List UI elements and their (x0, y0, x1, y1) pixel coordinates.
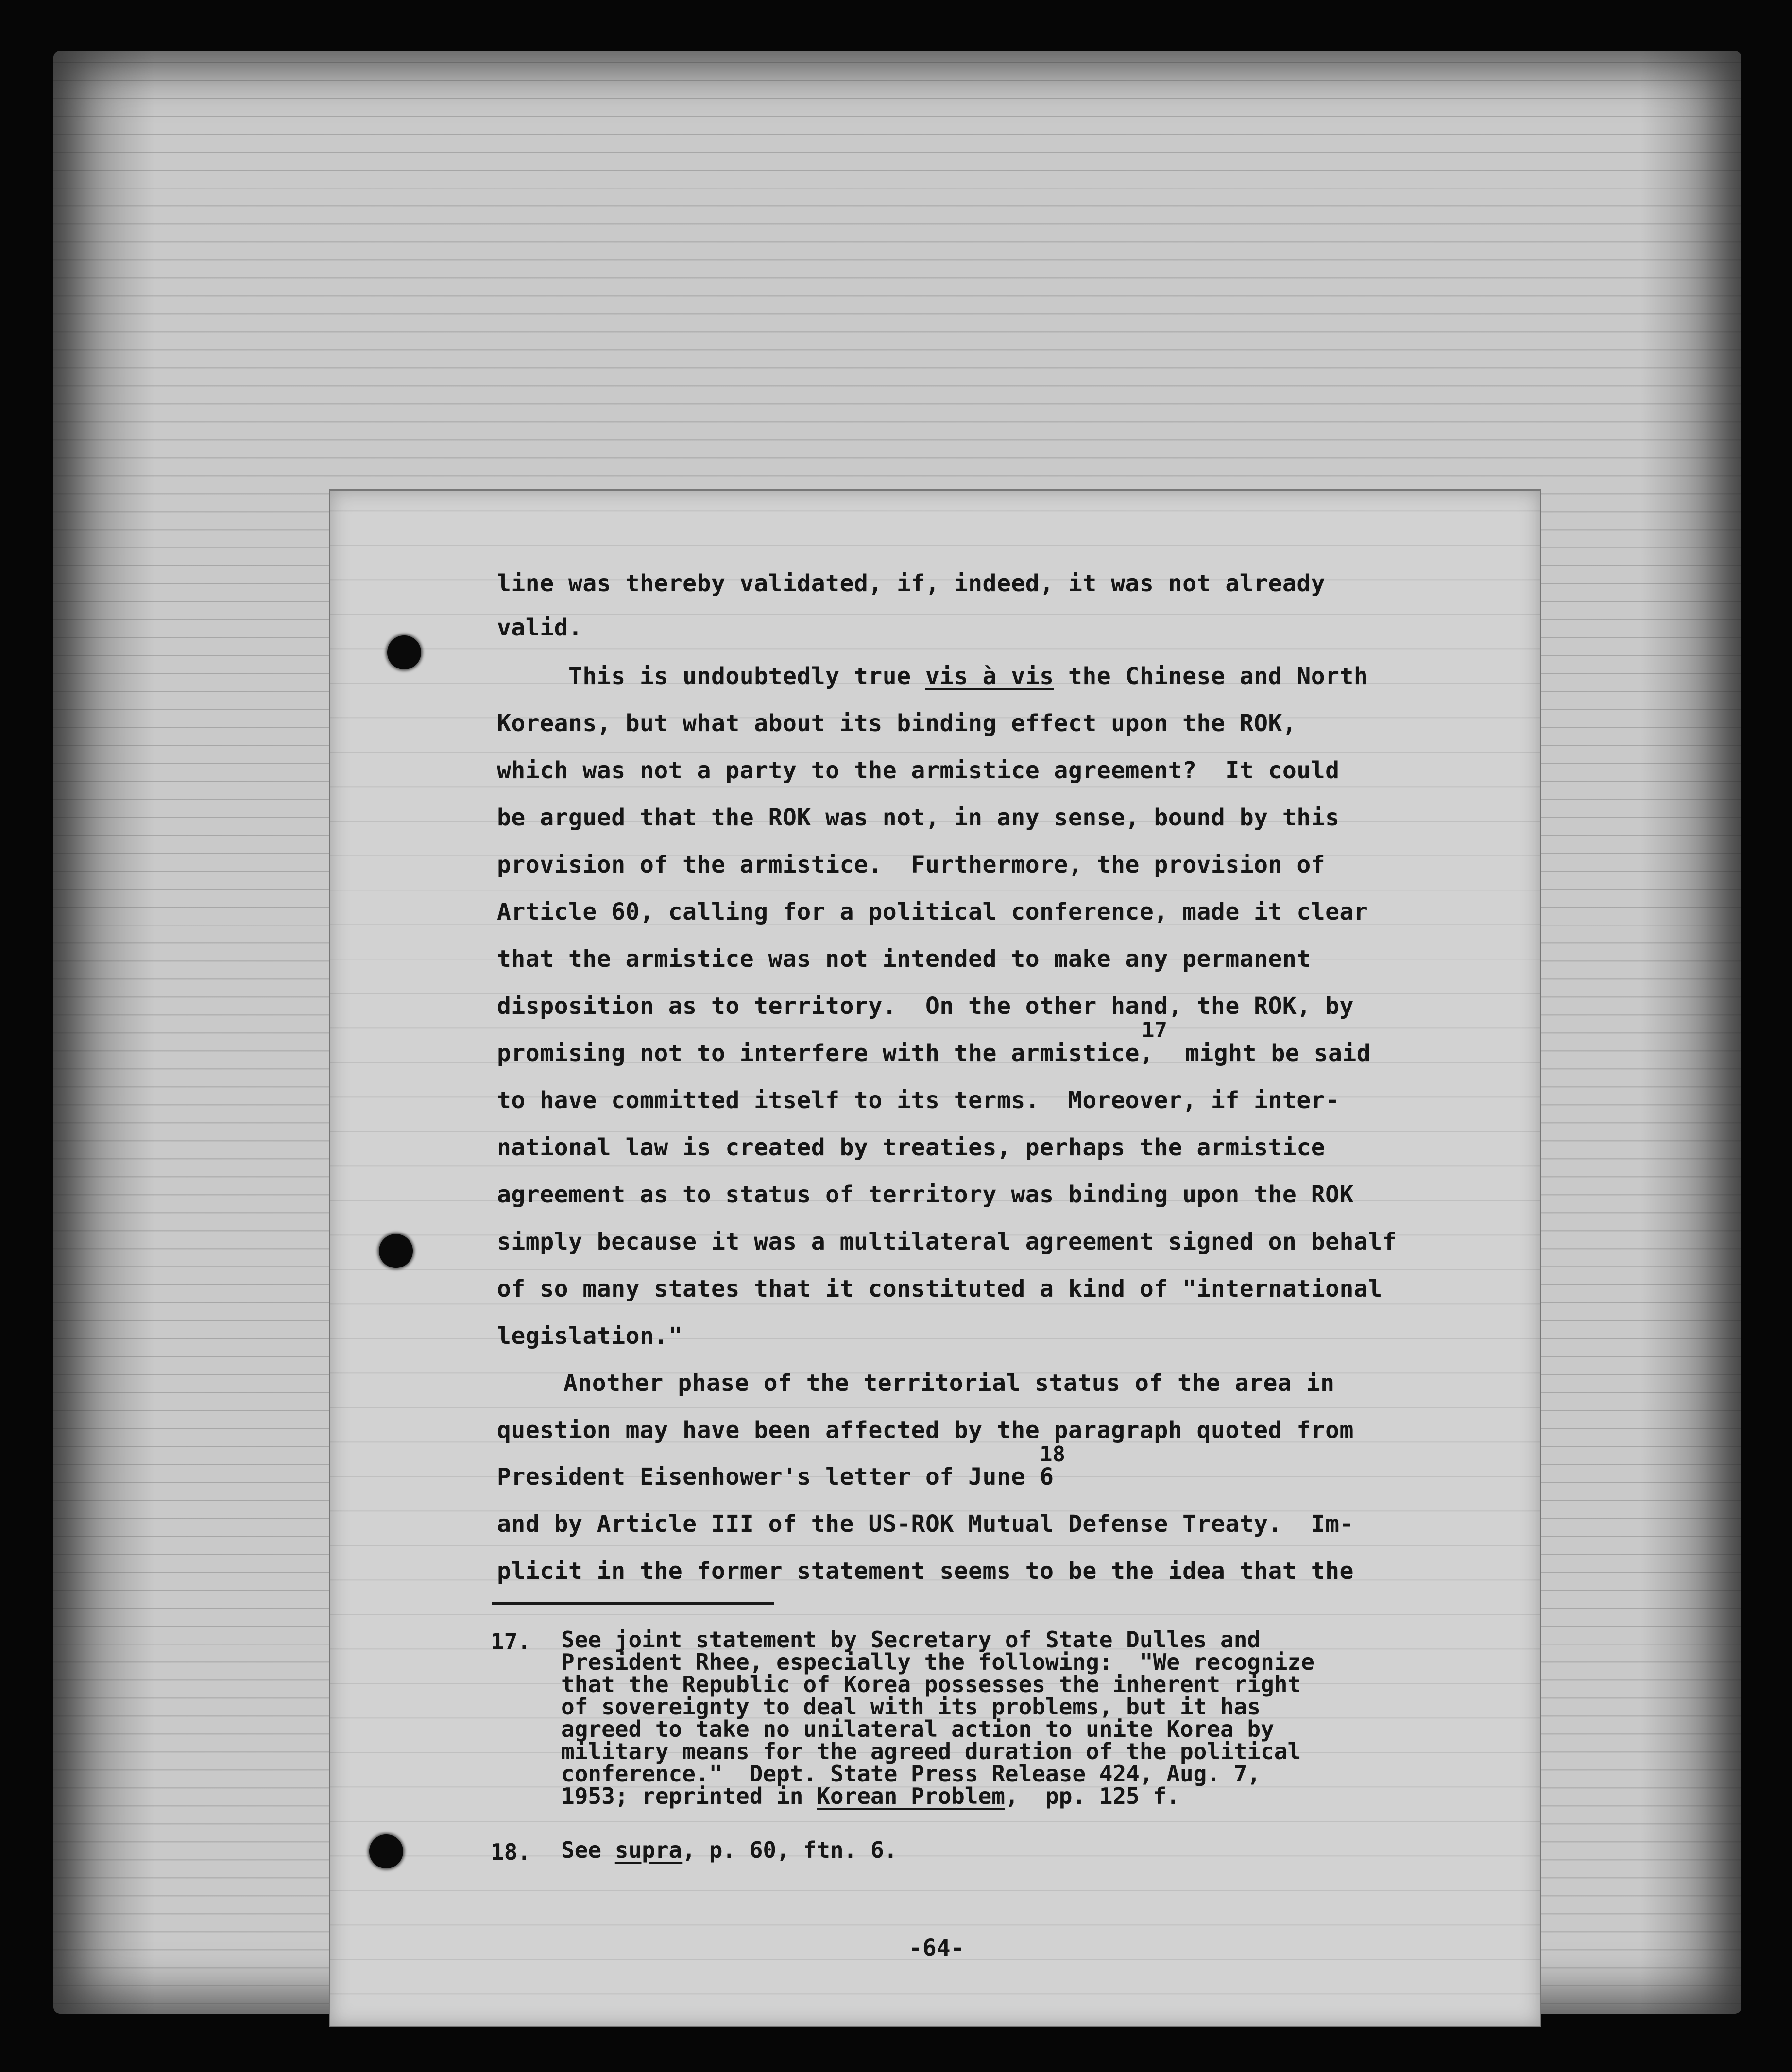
vis-a-vis-phrase: vis à vis (925, 663, 1054, 690)
body-line: and by Article III of the US-ROK Mutual Defense Treaty. Im- (497, 1510, 1354, 1538)
body-line: question may have been affected by the paragraph quoted from (497, 1417, 1354, 1444)
body-line: simply because it was a multilateral agreement signed on behalf (497, 1228, 1397, 1255)
body-line: President Eisenhower's letter of June 6 (497, 1463, 1054, 1490)
body-line-text: This is undoubtedly true (568, 663, 925, 690)
footnote-line: See joint statement by Secretary of State Dulles and (561, 1627, 1261, 1653)
footnote-line: military means for the agreed duration of the political (561, 1738, 1301, 1764)
cited-work-title: Korean Problem (817, 1783, 1005, 1809)
page-number: -64- (908, 1935, 965, 1962)
body-line: which was not a party to the armistice agreement? It could (497, 757, 1340, 784)
footnote-line (561, 1839, 897, 1861)
body-line: disposition as to territory. On the other hand, the ROK, by (497, 993, 1354, 1020)
body-line: might be said (1185, 1040, 1371, 1067)
body-line-text: the Chinese and North (1054, 663, 1368, 690)
body-line: agreement as to status of territory was binding upon the ROK (497, 1181, 1354, 1208)
footnote-line: that the Republic of Korea possesses the inherent right (561, 1671, 1301, 1697)
footnote-line: President Rhee, especially the following: "We recognize (561, 1649, 1314, 1675)
body-line: that the armistice was not intended to make any permanent (497, 945, 1311, 973)
footnote-line: conference." Dept. State Press Release 424, Aug. 7, (561, 1761, 1261, 1787)
footnote-ref-17: 17 (1142, 1018, 1167, 1043)
body-line: national law is created by treaties, perhaps the armistice (497, 1134, 1326, 1161)
body-line: line was thereby validated, if, indeed, it was not already (497, 570, 1326, 597)
body-line: plicit in the former statement seems to be the idea that the (497, 1558, 1354, 1585)
body-line: to have committed itself to its terms. Moreover, if inter- (497, 1087, 1340, 1114)
footnote-number: 18. (491, 1839, 531, 1865)
body-line: provision of the armistice. Furthermore, the provision of (497, 851, 1326, 878)
footnote-ref-18: 18 (1040, 1442, 1065, 1467)
body-line (568, 665, 1368, 688)
footnote-text: , p. 60, ftn. 6. (682, 1837, 898, 1863)
punch-hole (379, 1234, 413, 1268)
body-line: Koreans, but what about its binding effect upon the ROK, (497, 710, 1297, 737)
body-line: legislation." (497, 1322, 683, 1350)
body-line: Article 60, calling for a political conference, made it clear (497, 898, 1368, 925)
footnote-text: , pp. 125 f. (1005, 1783, 1180, 1809)
footnote-number: 17. (491, 1628, 531, 1655)
body-line: Another phase of the territorial status of the area in (563, 1370, 1335, 1397)
footnote-text: 1953; reprinted in (561, 1783, 817, 1809)
footnote-line (561, 1785, 1180, 1807)
punch-hole (387, 635, 421, 669)
punch-hole (369, 1834, 403, 1868)
footnote-line: of sovereignty to deal with its problems, but it has (561, 1694, 1261, 1720)
body-line: promising not to interfere with the armistice, (497, 1040, 1154, 1067)
footnote-text: See (561, 1837, 615, 1863)
footnote-line: agreed to take no unilateral action to unite Korea by (561, 1716, 1274, 1742)
cited-work-title: supra (614, 1837, 683, 1863)
body-line: be argued that the ROK was not, in any sense, bound by this (497, 804, 1340, 831)
footnote-divider (492, 1602, 774, 1605)
body-line: of so many states that it constituted a kind of "international (497, 1275, 1382, 1302)
body-line: valid. (497, 614, 583, 641)
